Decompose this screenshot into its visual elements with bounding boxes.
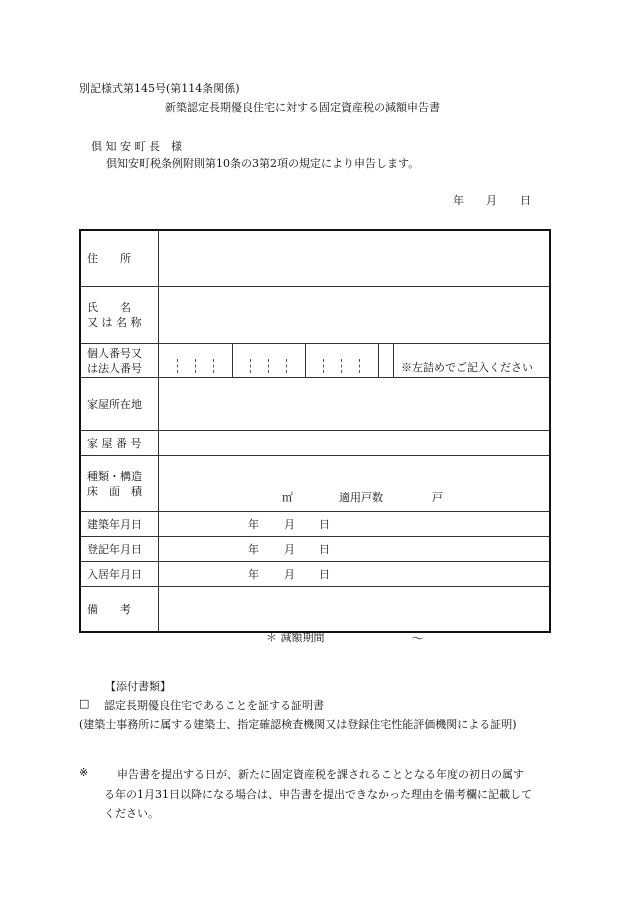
year-label: 年: [248, 518, 259, 531]
house-location-field[interactable]: [159, 378, 549, 430]
type-structure-row: [81, 455, 549, 511]
built-date-label-cell: [81, 512, 159, 536]
house-location-label: 家屋所在地: [87, 397, 142, 411]
digit-divider: [268, 359, 269, 373]
id-number-field[interactable]: [159, 344, 549, 377]
remarks-label: 備 考: [87, 602, 131, 616]
month-label: 月: [284, 518, 295, 531]
digit-divider: [341, 359, 342, 373]
digit-divider: [213, 359, 214, 373]
moved-in-date-row: [81, 561, 549, 586]
area-unit: ㎡: [282, 491, 293, 504]
application-form-table: [79, 229, 551, 633]
remarks-label-cell: [81, 587, 159, 631]
attachment-note: (建築士事務所に属する建築士、指定確認検査機関又は登録住宅性能評価機関による証明): [79, 718, 517, 731]
digit-divider: [359, 359, 360, 373]
address-label: 住 所: [87, 252, 131, 265]
reduction-period-label: ＊ 減額期間: [266, 631, 325, 644]
id-number-label-line2: は法人番号: [87, 361, 142, 375]
date-day-label: 日: [520, 194, 531, 207]
attachment-checkbox[interactable]: □: [79, 697, 90, 710]
house-number-label-cell: [81, 431, 159, 455]
name-label-cell: [81, 287, 159, 343]
id-number-label-cell: [81, 344, 159, 377]
digit-group-divider: [393, 344, 394, 377]
registered-date-label-cell: [81, 537, 159, 561]
house-number-label: 家 屋 番 号: [87, 436, 142, 450]
digit-group-divider: [378, 344, 379, 377]
built-date-label: 建築年月日: [87, 517, 142, 531]
digit-divider: [286, 359, 287, 373]
digit-group-divider: [232, 344, 233, 377]
id-number-row: [81, 343, 549, 377]
remarks-row: [81, 586, 549, 631]
applicable-units-label: 適用戸数: [339, 491, 383, 504]
digit-divider: [177, 359, 178, 373]
name-row: [81, 286, 549, 343]
day-label: 日: [319, 543, 330, 556]
type-structure-label-line1: 種類・構造: [87, 469, 142, 483]
remarks-field[interactable]: [159, 587, 549, 631]
house-location-label-cell: [81, 378, 159, 430]
moved-in-date-label: 入居年月日: [87, 567, 142, 581]
footnote-line3: ください。: [104, 807, 159, 820]
date-year-label: 年: [453, 194, 464, 207]
digit-divider: [195, 359, 196, 373]
address-label-cell: [81, 231, 159, 286]
registered-date-row: [81, 536, 549, 561]
digit-group-divider: [305, 344, 306, 377]
year-label: 年: [248, 568, 259, 581]
reduction-period-tilde: ～: [411, 632, 425, 647]
addressee: 倶 知 安 町 長 様: [91, 140, 182, 153]
footnote-line1: 申告書を提出する日が、新たに固定資産税を課されることとなる年度の初日の属す: [117, 768, 524, 781]
address-field[interactable]: [159, 231, 549, 286]
name-label-line1: 氏 名: [87, 301, 131, 314]
units-unit: 戸: [432, 491, 443, 504]
footnote-line2: る年の1月31日以降になる場合は、申告書を提出できなかった理由を備考欄に記載して: [104, 788, 532, 801]
name-field[interactable]: [159, 287, 549, 343]
form-title: 新築認定長期優良住宅に対する固定資産税の減額申告書: [165, 101, 440, 114]
digit-divider: [323, 359, 324, 373]
id-number-label-line1: 個人番号又: [87, 346, 142, 360]
day-label: 日: [319, 518, 330, 531]
type-structure-field[interactable]: [159, 456, 549, 511]
month-label: 月: [284, 568, 295, 581]
year-label: 年: [248, 543, 259, 556]
house-location-row: [81, 377, 549, 430]
floor-area-label: 床 面 積: [87, 484, 142, 498]
attachments-heading: 【添付書類】: [105, 680, 171, 693]
house-number-field[interactable]: [159, 431, 549, 455]
month-label: 月: [284, 543, 295, 556]
form-number: 別記様式第145号(第114条関係): [79, 82, 240, 95]
built-date-field[interactable]: [159, 512, 549, 536]
statement: 倶知安町税条例附則第10条の3第2項の規定により申告します。: [106, 157, 420, 170]
day-label: 日: [319, 568, 330, 581]
address-row: [81, 231, 549, 286]
house-number-row: [81, 430, 549, 455]
id-number-note: ※左詰めでご記入ください: [401, 361, 533, 374]
name-label-line2: 又 は 名 称: [87, 316, 142, 329]
attachment-item: 認定長期優良住宅であることを証する証明書: [104, 699, 324, 712]
registered-date-field[interactable]: [159, 537, 549, 561]
moved-in-date-label-cell: [81, 562, 159, 586]
footnote-mark: ※: [79, 766, 89, 779]
date-month-label: 月: [486, 194, 497, 207]
moved-in-date-field[interactable]: [159, 562, 549, 586]
built-date-row: [81, 511, 549, 536]
digit-divider: [250, 359, 251, 373]
registered-date-label: 登記年月日: [87, 542, 142, 556]
type-structure-label-cell: [81, 456, 159, 511]
